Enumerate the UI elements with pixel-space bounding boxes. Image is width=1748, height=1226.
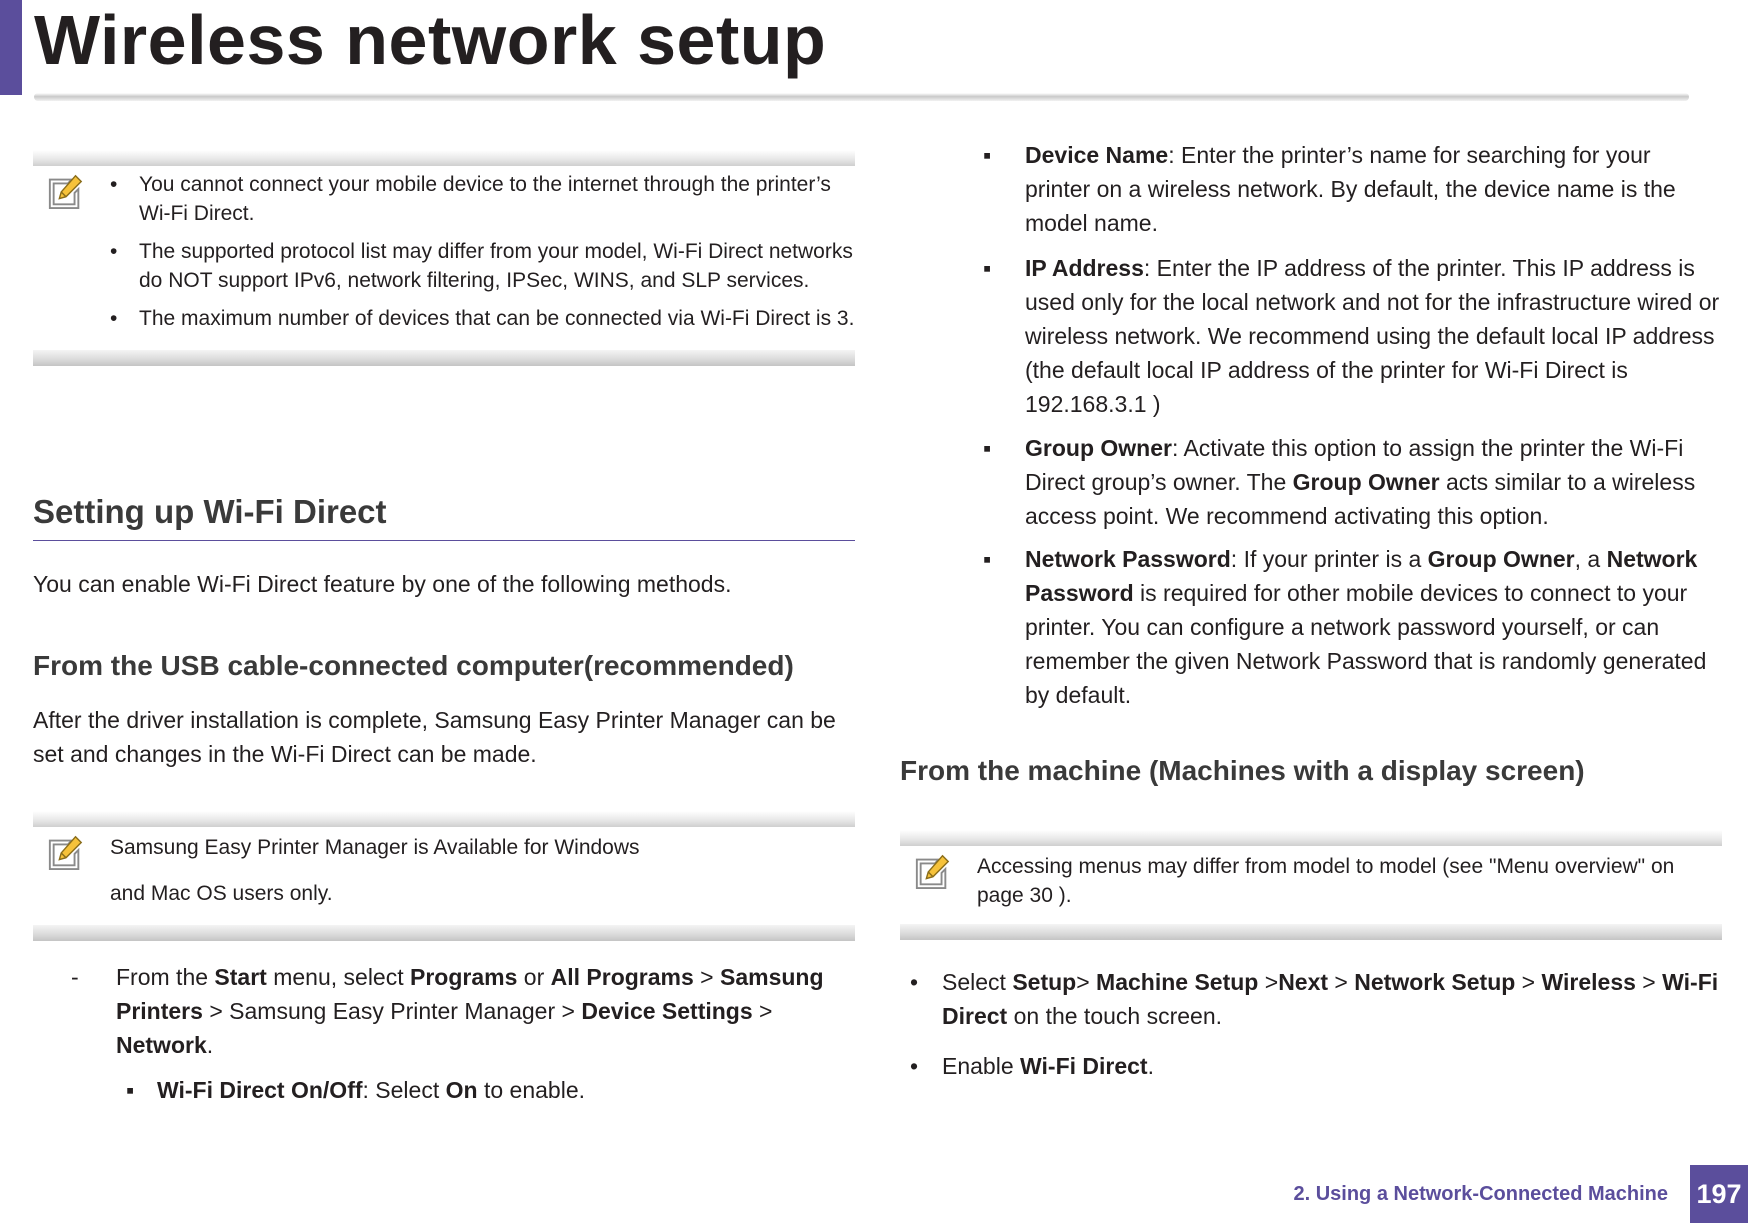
note-top-bar <box>33 150 855 166</box>
note-line: Samsung Easy Printer Manager is Available for Windows <box>110 836 640 859</box>
step-select-setup <box>910 965 1722 1033</box>
note-line: Accessing menus may differ from model to model (see "Menu overview" on page 30 ). <box>977 855 1675 907</box>
note-content <box>110 827 855 908</box>
note-list-item <box>110 170 855 228</box>
page-number: 197 <box>1690 1165 1748 1223</box>
note-top-bar <box>33 811 855 827</box>
subsection-title-usb: From the USB cable-connected computer(recommended) <box>33 650 794 681</box>
option-text: Network Password: If your printer is a Group Owner, a Network Password is required for other mobile devices to connect to your printer. You can configure a network password yourself, or can remember the given Network Password that is randomly generated by default. <box>1025 546 1707 708</box>
page-title: Wireless network setup <box>34 1 827 79</box>
note-line: and Mac OS users only. <box>110 882 333 905</box>
dash-marker: - <box>71 964 79 990</box>
footer-chapter-title: 2. Using a Network-Connected Machine <box>1293 1183 1668 1205</box>
subsection-title-machine: From the machine (Machines with a display screen) <box>900 755 1585 786</box>
step-text: From the Start menu, select Programs or All Programs > Samsung Printers > Samsung Easy Printer Manager > Device Settings > Network. <box>116 964 824 1058</box>
step-text: Enable Wi-Fi Direct. <box>942 1053 1154 1079</box>
square-marker: ▪ <box>126 1077 135 1103</box>
pencil-note-icon <box>47 833 85 871</box>
note-bottom-bar <box>33 925 855 941</box>
note-item-text: You cannot connect your mobile device to the internet through the printer’s Wi-Fi Direct. <box>139 173 831 225</box>
note-box-menu-overview <box>900 830 1722 940</box>
section-divider <box>33 540 855 541</box>
note-list-item <box>110 237 855 295</box>
option-wifi-direct-on-off <box>126 1073 855 1107</box>
note-bottom-bar <box>900 924 1722 940</box>
note-list-item <box>110 304 855 333</box>
note-content <box>110 166 855 350</box>
pencil-note-icon <box>47 172 85 210</box>
option-group-owner <box>983 431 1722 533</box>
note-top-bar <box>900 830 1722 846</box>
option-text: IP Address: Enter the IP address of the printer. This IP address is used only for the local network and not for the infrastructure wired or wireless network. We recommend using the default local IP address (the default local IP address of the printer for Wi-Fi Direct is 192.168.3.1 ) <box>1025 255 1720 417</box>
step-text: Select Setup> Machine Setup >Next > Network Setup > Wireless > Wi-Fi Direct on the touch screen. <box>942 969 1719 1029</box>
section-title-setting-up-wifi-direct: Setting up Wi-Fi Direct <box>33 493 387 530</box>
option-text: Group Owner: Activate this option to assign the printer the Wi-Fi Direct group’s owner. The Group Owner acts similar to a wireless access point. We recommend activating this option. <box>1025 435 1696 529</box>
note-list <box>110 170 855 333</box>
bullet: • <box>910 1053 919 1079</box>
square-marker: ▪ <box>983 142 992 168</box>
bullet: • <box>110 307 118 330</box>
square-marker: ▪ <box>983 255 992 281</box>
square-marker: ▪ <box>983 435 992 461</box>
title-divider <box>34 93 1689 101</box>
option-text: Wi-Fi Direct On/Off: Select On to enable. <box>157 1077 585 1103</box>
note-content <box>977 846 1722 924</box>
bullet: • <box>910 969 919 995</box>
bullet: • <box>110 240 118 263</box>
option-device-name <box>983 138 1722 240</box>
note-bottom-bar <box>33 350 855 366</box>
option-text: Device Name: Enter the printer’s name for searching for your printer on a wireless network. By default, the device name is the model name. <box>1025 142 1676 236</box>
usb-paragraph: After the driver installation is complete, Samsung Easy Printer Manager can be set and changes in the Wi-Fi Direct can be made. <box>33 707 836 767</box>
bullet: • <box>110 173 118 196</box>
option-network-password <box>983 542 1722 712</box>
option-ip-address <box>983 251 1722 421</box>
note-item-text: The supported protocol list may differ from your model, Wi-Fi Direct networks do NOT support IPv6, network filtering, IPSec, WINS, and SLP services. <box>139 240 853 292</box>
step-start-menu <box>71 960 855 1062</box>
note-item-text: The maximum number of devices that can be connected via Wi-Fi Direct is 3. <box>139 307 855 330</box>
note-box-wifi-direct-limits <box>33 150 855 366</box>
step-enable-wifi-direct <box>910 1049 1722 1083</box>
pencil-note-icon <box>914 852 952 890</box>
square-marker: ▪ <box>983 546 992 572</box>
title-accent-bar <box>0 0 22 95</box>
section-intro: You can enable Wi-Fi Direct feature by one of the following methods. <box>33 571 732 597</box>
note-box-easy-printer-manager <box>33 811 855 941</box>
